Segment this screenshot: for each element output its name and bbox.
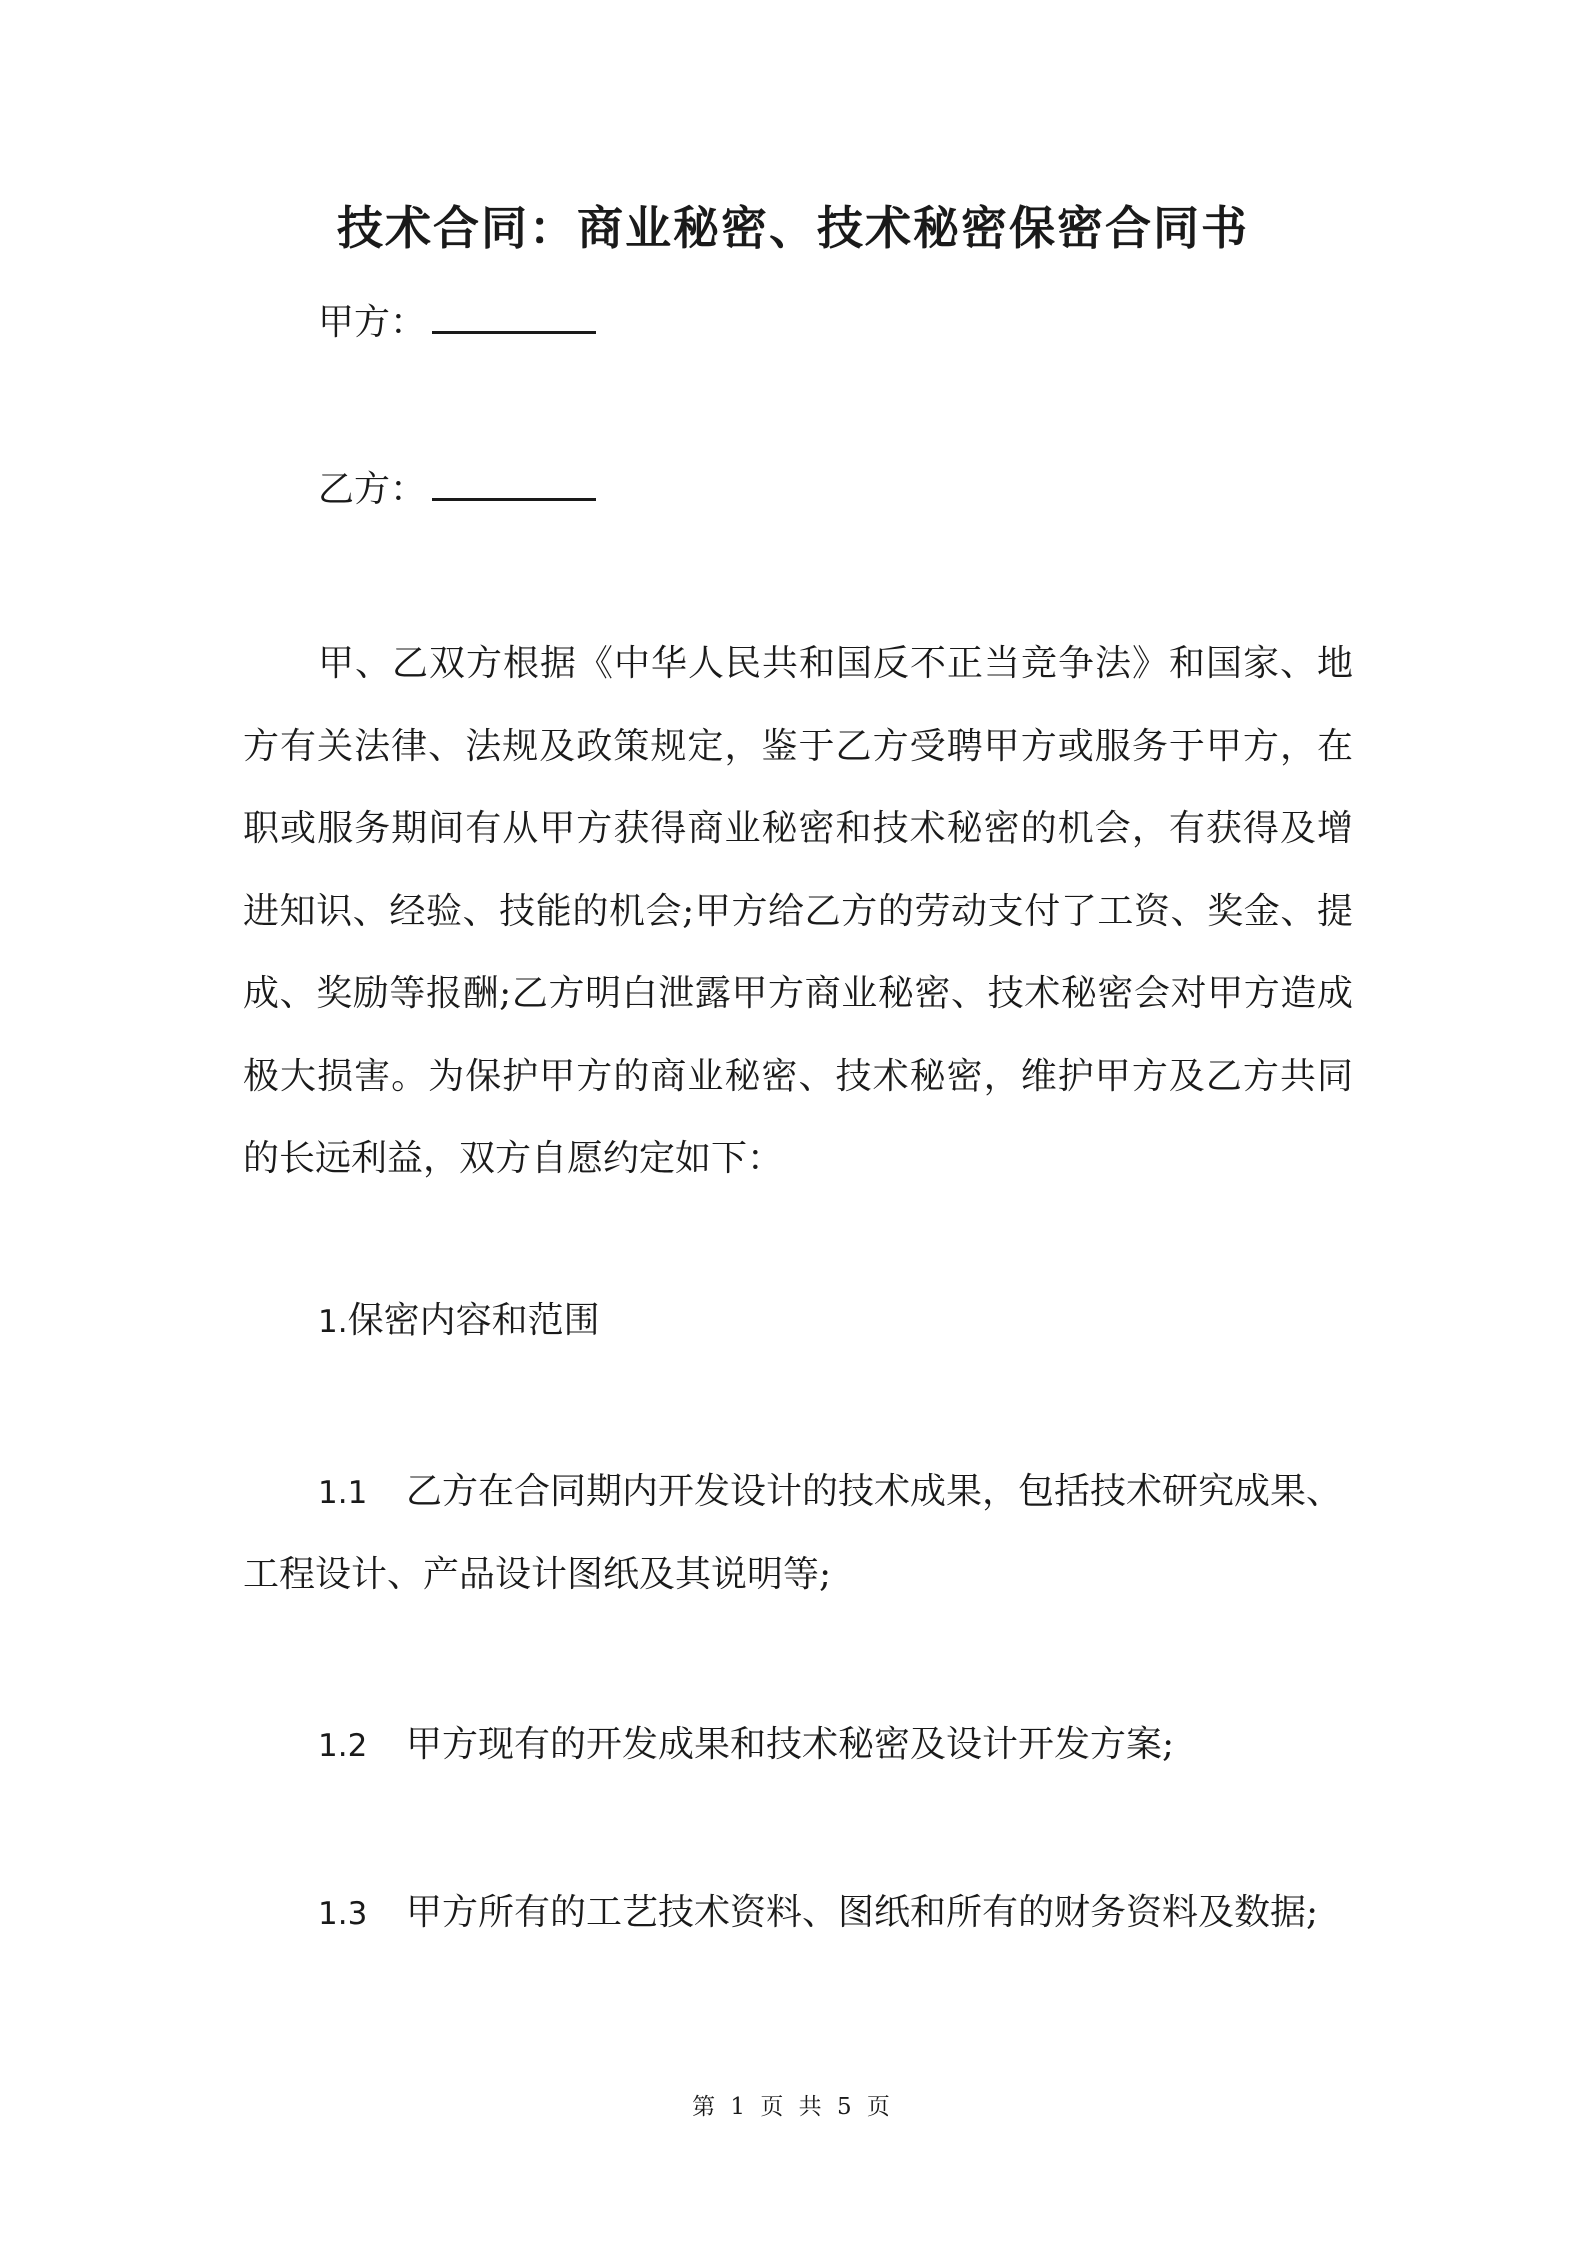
clause-1-2 (318, 1720, 1174, 1771)
section-1-number: 1. (318, 1304, 348, 1340)
clause-1-2-number: 1.2 (318, 1728, 368, 1764)
clause-1-1-line-2 (243, 1550, 831, 1600)
party-a-field (318, 295, 596, 348)
clause-1-1-line-1 (318, 1467, 1342, 1518)
clause-1-1-text-2: 工程设计、产品设计图纸及其说明等; (243, 1554, 832, 1595)
clause-1-3-text: 甲方所有的工艺技术资料、图纸和所有的财务资料及数据; (406, 1892, 1319, 1933)
section-1-heading (318, 1296, 600, 1347)
clause-1-2-text: 甲方现有的开发成果和技术秘密及设计开发方案; (406, 1724, 1175, 1765)
document-title: 技术合同：商业秘密、技术秘密保密合同书 (337, 201, 1249, 255)
party-b-label: 乙方： (318, 469, 427, 510)
party-a-blank (432, 295, 596, 334)
clause-1-3-number: 1.3 (318, 1896, 368, 1932)
party-b-blank (432, 462, 596, 501)
preamble-paragraph: 甲、乙双方根据《中华人民共和国反不正当竞争法》和国家、地方有关法律、法规及政策规定，鉴于乙方受聘甲方或服务于甲方，在职或服务期间有从甲方获得商业秘密和技术秘密的机会，有获得及增进知识、经验、技能的机会;甲方给乙方的劳动支付了工资、奖金、提成、奖励等报酬;乙方明白泄露甲方商业秘密、技术秘密会对甲方造成极大损害。为保护甲方的商业秘密、技术秘密，维护甲方及乙方共同的长远利益，双方自愿约定如下： (243, 643, 1353, 1179)
clause-1-1-text-1: 乙方在合同期内开发设计的技术成果，包括技术研究成果、 (406, 1471, 1343, 1512)
page-number-footer: 第 1 页 共 5 页 (692, 2094, 894, 2120)
clause-1-1-number: 1.1 (318, 1475, 368, 1511)
clause-1-3 (318, 1888, 1318, 1939)
section-1-title: 保密内容和范围 (347, 1300, 600, 1341)
party-a-label: 甲方： (318, 302, 427, 343)
party-b-field (318, 462, 596, 515)
